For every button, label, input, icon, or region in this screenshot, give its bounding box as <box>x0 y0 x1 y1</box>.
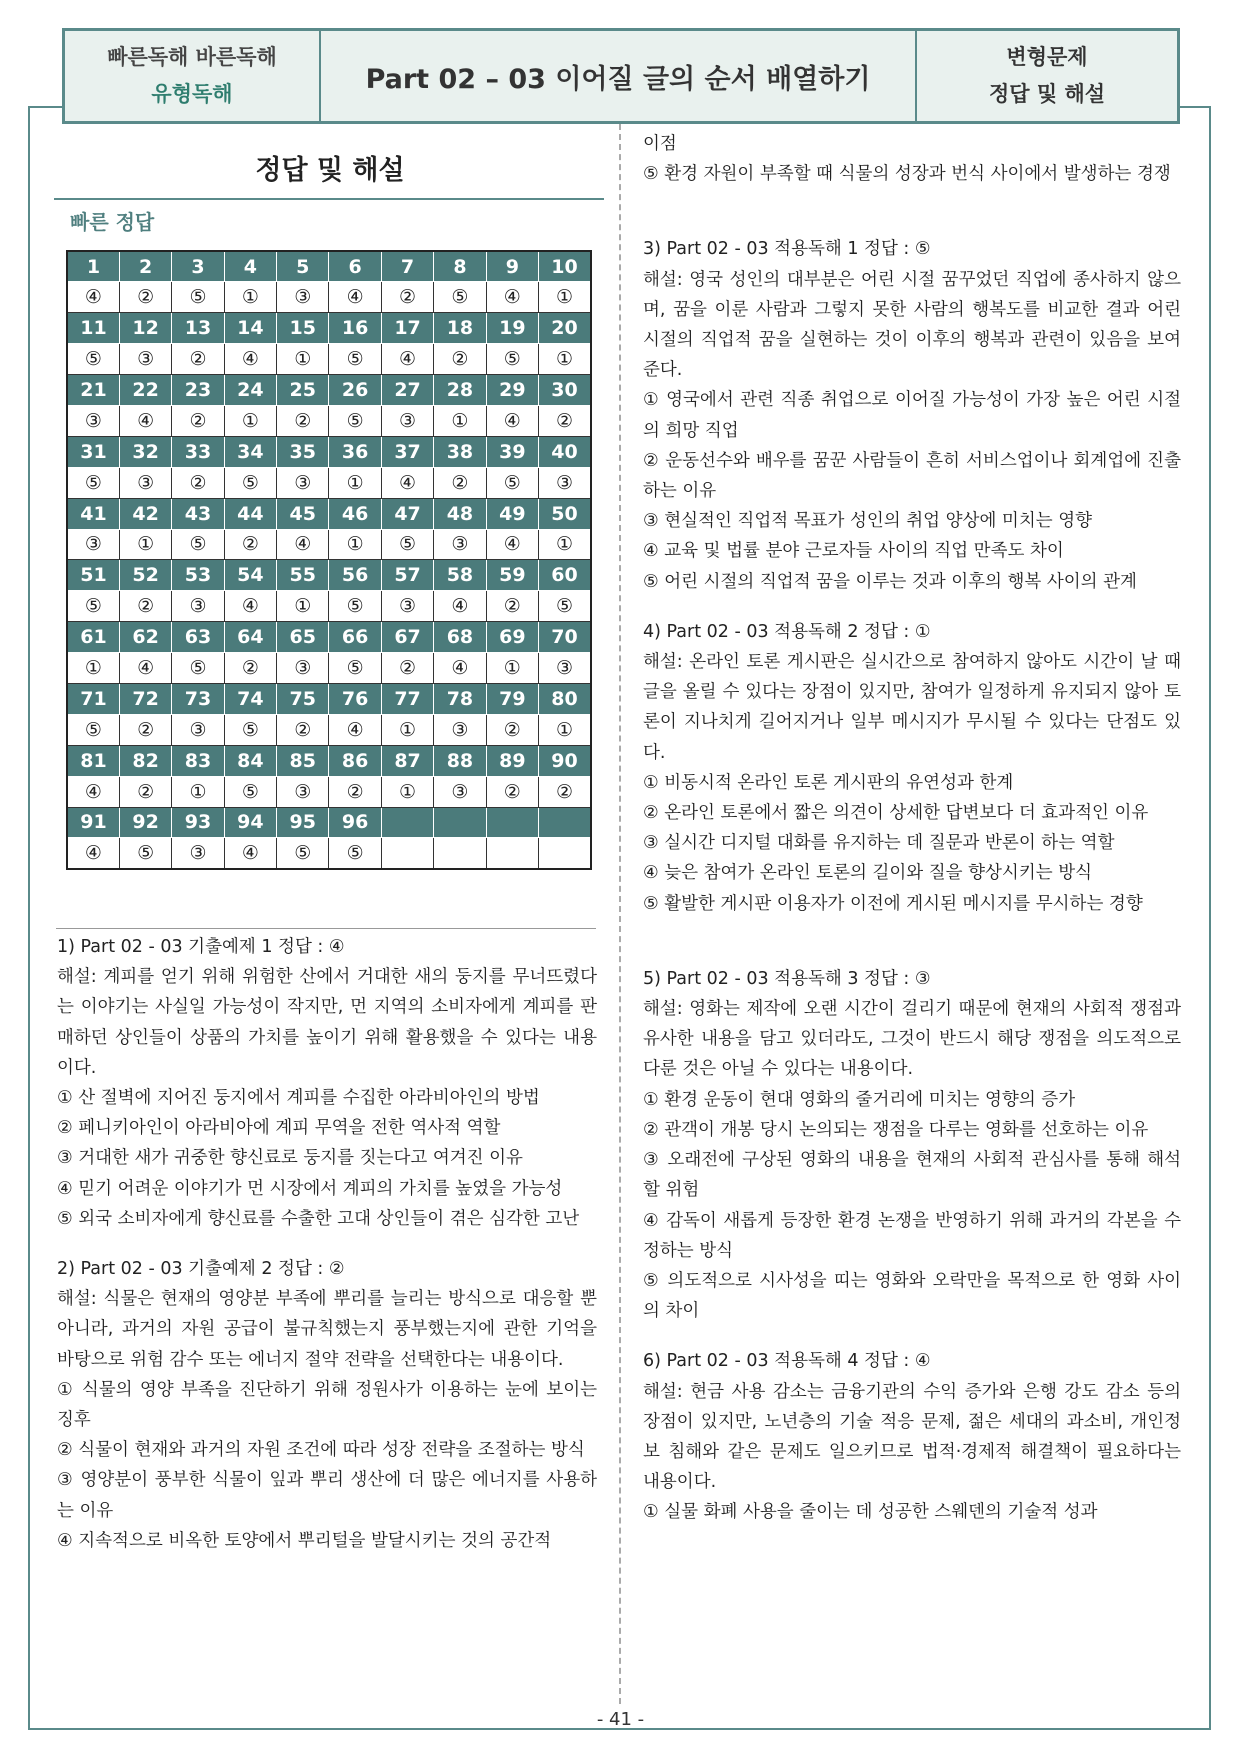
question-number-cell: 20 <box>539 313 591 344</box>
question-number-cell: 58 <box>434 560 486 591</box>
answer-cell: ② <box>119 282 171 313</box>
answer-cell: ② <box>434 344 486 375</box>
question-number-cell <box>434 807 486 838</box>
question-number-cell: 8 <box>434 251 486 282</box>
header-right-line1: 변형문제 <box>1006 45 1088 69</box>
answer-row <box>67 529 591 560</box>
q4-option-3: ③ 실시간 디지털 대화를 유지하는 데 질문과 반론이 하는 역할 <box>643 833 1115 854</box>
answer-cell: ③ <box>539 467 591 498</box>
question-number-cell: 81 <box>67 745 119 776</box>
answer-cell: ⑤ <box>67 344 119 375</box>
answer-cell: ② <box>329 776 381 807</box>
spacer <box>643 597 1181 617</box>
answer-cell: ③ <box>277 467 329 498</box>
left-explanation-column <box>57 932 597 1556</box>
q1-explanation: 해설: 계피를 얻기 위해 위험한 산에서 거대한 새의 둥지를 무너뜨렸다는 이야기는 사실일 가능성이 작지만, 먼 지역의 소비자에게 계피를 판매하던 상인들이 상품의 가치를 높이기 위해 활용했을 수 있다는 내용이다. <box>57 967 597 1078</box>
question-number-cell: 65 <box>277 622 329 653</box>
q4-option-4: ④ 늦은 참여가 온라인 토론의 길이와 질을 향상시키는 방식 <box>643 863 1093 884</box>
question-number-row <box>67 807 591 838</box>
answer-cell: ⑤ <box>224 776 276 807</box>
question-number-cell: 22 <box>119 375 171 406</box>
answer-cell: ④ <box>119 405 171 436</box>
answer-cell: ② <box>224 653 276 684</box>
question-number-cell: 73 <box>172 683 224 714</box>
q1-answer: 1) Part 02 - 03 기출예제 1 정답 : ④ <box>57 937 345 957</box>
answer-cell: ③ <box>172 591 224 622</box>
question-number-cell: 17 <box>381 313 433 344</box>
question-number-cell: 11 <box>67 313 119 344</box>
answer-cell: ③ <box>434 776 486 807</box>
answer-cell: ② <box>381 653 433 684</box>
question-number-cell: 67 <box>381 622 433 653</box>
answer-cell: ④ <box>224 838 276 869</box>
question-number-cell: 15 <box>277 313 329 344</box>
spacer <box>643 189 1181 234</box>
question-number-cell: 95 <box>277 807 329 838</box>
answer-cell: ③ <box>119 344 171 375</box>
answer-cell: ④ <box>329 282 381 313</box>
answer-cell: ④ <box>277 529 329 560</box>
spacer <box>643 1326 1181 1346</box>
answer-cell: ⑤ <box>486 344 538 375</box>
question-number-cell: 89 <box>486 745 538 776</box>
q6-answer: 6) Part 02 - 03 적용독해 4 정답 : ④ <box>643 1351 931 1372</box>
answer-row <box>67 838 591 869</box>
q4-answer: 4) Part 02 - 03 적용독해 2 정답 : ① <box>643 621 931 642</box>
q3-option-2: ② 운동선수와 배우를 꿈꾼 사람들이 흔히 서비스업이나 회계업에 진출하는 이유 <box>643 450 1181 502</box>
answer-cell: ② <box>539 776 591 807</box>
answer-cell: ④ <box>119 653 171 684</box>
question-number-cell: 6 <box>329 251 381 282</box>
answer-cell: ③ <box>434 714 486 745</box>
q2-option-4-cont: 이점 <box>643 134 677 154</box>
question-number-cell: 92 <box>119 807 171 838</box>
question-number-cell: 80 <box>539 683 591 714</box>
q3-option-3: ③ 현실적인 직업적 목표가 성인의 취업 양상에 미치는 영향 <box>643 511 1093 532</box>
answer-cell: ③ <box>67 405 119 436</box>
q2-option-2: ② 식물이 현재와 과거의 자원 조건에 따라 성장 전략을 조절하는 방식 <box>57 1440 585 1461</box>
answer-row <box>67 405 591 436</box>
answer-cell: ④ <box>434 653 486 684</box>
q5-answer: 5) Part 02 - 03 적용독해 3 정답 : ③ <box>643 968 931 989</box>
answer-cell: ① <box>381 776 433 807</box>
question-number-cell: 54 <box>224 560 276 591</box>
answer-cell: ② <box>486 776 538 807</box>
answer-cell: ⑤ <box>277 838 329 869</box>
question-number-cell: 14 <box>224 313 276 344</box>
q6-explanation: 해설: 현금 사용 감소는 금융기관의 수익 증가와 은행 강도 감소 등의 장점이 있지만, 노년층의 기술 적응 문제, 젊은 세대의 과소비, 개인정보 침해와 같은 문제도 일으키므로 법적·경제적 해결책이 필요하다는 내용이다. <box>643 1381 1181 1493</box>
answer-cell: ② <box>486 714 538 745</box>
q1-option-5: ⑤ 외국 소비자에게 향신료를 수출한 고대 상인들이 겪은 심각한 고난 <box>57 1208 580 1229</box>
question-number-row <box>67 560 591 591</box>
question-number-cell: 46 <box>329 498 381 529</box>
question-number-cell: 86 <box>329 745 381 776</box>
question-number-cell: 68 <box>434 622 486 653</box>
question-number-cell: 10 <box>539 251 591 282</box>
question-number-cell: 42 <box>119 498 171 529</box>
question-number-cell: 44 <box>224 498 276 529</box>
answer-cell: ⑤ <box>539 591 591 622</box>
question-number-cell: 3 <box>172 251 224 282</box>
question-number-cell: 53 <box>172 560 224 591</box>
answer-cell: ⑤ <box>329 653 381 684</box>
question-number-cell: 66 <box>329 622 381 653</box>
answer-cell: ② <box>172 467 224 498</box>
answer-cell <box>434 838 486 869</box>
answer-row <box>67 282 591 313</box>
q5-explanation: 해설: 영화는 제작에 오랜 시간이 걸리기 때문에 현재의 사회적 쟁점과 유사한 내용을 담고 있더라도, 그것이 반드시 해당 쟁점을 의도적으로 다룬 것은 아닐 수 있다는 내용이다. <box>643 999 1181 1080</box>
question-number-cell <box>381 807 433 838</box>
answer-cell: ⑤ <box>67 467 119 498</box>
question-number-cell: 16 <box>329 313 381 344</box>
question-number-cell: 43 <box>172 498 224 529</box>
question-number-cell: 78 <box>434 683 486 714</box>
answer-cell: ⑤ <box>486 467 538 498</box>
answer-cell: ⑤ <box>172 653 224 684</box>
q3-explanation: 해설: 영국 성인의 대부분은 어린 시절 꿈꾸었던 직업에 종사하지 않으며, 꿈을 이룬 사람과 그렇지 못한 사람의 행복도를 비교한 결과 어린 시절의 직업적 꿈을 실현하는 것이 이후의 행복과 관련이 있음을 보여 준다. <box>643 269 1181 381</box>
answer-cell: ③ <box>381 591 433 622</box>
question-number-cell: 52 <box>119 560 171 591</box>
question-number-cell: 56 <box>329 560 381 591</box>
question-number-cell: 70 <box>539 622 591 653</box>
question-number-cell: 87 <box>381 745 433 776</box>
answer-table <box>66 250 592 870</box>
question-number-cell: 24 <box>224 375 276 406</box>
question-number-row <box>67 745 591 776</box>
question-number-cell: 34 <box>224 436 276 467</box>
question-number-cell: 75 <box>277 683 329 714</box>
answer-cell: ⑤ <box>329 591 381 622</box>
question-number-cell: 39 <box>486 436 538 467</box>
question-number-cell: 83 <box>172 745 224 776</box>
q5-option-3: ③ 오래전에 구상된 영화의 내용을 현재의 사회적 관심사를 통해 해석할 위험 <box>643 1150 1181 1201</box>
section-title: 정답 및 해설 <box>255 155 405 186</box>
question-number-cell: 23 <box>172 375 224 406</box>
answer-cell: ③ <box>172 838 224 869</box>
answer-cell: ⑤ <box>434 282 486 313</box>
answer-row <box>67 776 591 807</box>
answer-cell: ② <box>119 714 171 745</box>
question-number-cell: 29 <box>486 375 538 406</box>
question-number-cell: 90 <box>539 745 591 776</box>
question-number-cell: 82 <box>119 745 171 776</box>
header-chapter-title: Part 02 – 03 이어질 글의 순서 배열하기 <box>365 63 871 95</box>
question-number-row <box>67 375 591 406</box>
answer-cell: ④ <box>224 344 276 375</box>
answer-cell: ④ <box>486 529 538 560</box>
answer-cell: ① <box>486 653 538 684</box>
question-number-cell: 31 <box>67 436 119 467</box>
q1-option-2: ② 페니키아인이 아라비아에 계피 무역을 전한 역사적 역할 <box>57 1118 501 1139</box>
question-number-cell: 62 <box>119 622 171 653</box>
question-number-cell: 59 <box>486 560 538 591</box>
answer-cell: ① <box>67 653 119 684</box>
question-number-row <box>67 498 591 529</box>
q3-option-1: ① 영국에서 관련 직종 취업으로 이어질 가능성이 가장 높은 어린 시절의 희망 직업 <box>643 390 1181 441</box>
answer-cell: ③ <box>277 776 329 807</box>
question-number-cell: 77 <box>381 683 433 714</box>
question-number-cell: 9 <box>486 251 538 282</box>
answer-cell: ① <box>172 776 224 807</box>
answer-cell: ③ <box>277 653 329 684</box>
spacer <box>643 919 1181 964</box>
q4-explanation: 해설: 온라인 토론 게시판은 실시간으로 참여하지 않아도 시간이 날 때 글을 올릴 수 있다는 장점이 있지만, 참여가 일정하게 유지되지 않아 토론이 지나치게 길어지거나 일부 메시지가 무시될 수 있다는 단점도 있다. <box>643 652 1181 763</box>
question-number-cell: 91 <box>67 807 119 838</box>
answer-cell: ① <box>539 714 591 745</box>
question-number-cell: 60 <box>539 560 591 591</box>
q2-explanation: 해설: 식물은 현재의 영양분 부족에 뿌리를 늘리는 방식으로 대응할 뿐 아니라, 과거의 자원 공급이 불규칙했는지 풍부했는지에 관한 기억을 바탕으로 위험 감수 또는 에너지 절약 전략을 선택한다는 내용이다. <box>57 1289 597 1370</box>
q2-option-5: ⑤ 환경 자원이 부족할 때 식물의 성장과 번식 사이에서 발생하는 경쟁 <box>643 164 1171 185</box>
right-explanation-column <box>643 129 1181 1528</box>
q4-option-2: ② 온라인 토론에서 짧은 의견이 상세한 답변보다 더 효과적인 이유 <box>643 803 1149 824</box>
question-number-cell: 51 <box>67 560 119 591</box>
question-number-cell: 37 <box>381 436 433 467</box>
question-number-cell: 30 <box>539 375 591 406</box>
q2-option-4: ④ 지속적으로 비옥한 토양에서 뿌리털을 발달시키는 것의 공간적 <box>57 1530 552 1551</box>
answer-cell: ② <box>277 714 329 745</box>
question-number-cell: 93 <box>172 807 224 838</box>
page-header <box>62 28 1180 124</box>
answer-cell: ④ <box>224 591 276 622</box>
answer-cell: ⑤ <box>224 467 276 498</box>
answer-cell: ④ <box>67 282 119 313</box>
book-series-label: 빠른독해 바른독해 <box>107 45 277 69</box>
question-number-cell: 4 <box>224 251 276 282</box>
answer-cell: ④ <box>67 838 119 869</box>
question-number-cell: 41 <box>67 498 119 529</box>
column-divider <box>619 124 621 1704</box>
answer-cell: ② <box>277 405 329 436</box>
q5-option-1: ① 환경 운동이 현대 영화의 줄거리에 미치는 영향의 증가 <box>643 1089 1076 1110</box>
answer-cell: ① <box>329 467 381 498</box>
answer-cell: ② <box>119 776 171 807</box>
answer-cell: ⑤ <box>119 838 171 869</box>
answer-cell: ⑤ <box>329 405 381 436</box>
question-number-cell: 18 <box>434 313 486 344</box>
question-number-cell: 85 <box>277 745 329 776</box>
answer-cell: ② <box>172 405 224 436</box>
q2-option-1: ① 식물의 영양 부족을 진단하기 위해 정원사가 이용하는 눈에 보이는 징후 <box>57 1379 597 1431</box>
question-number-cell: 64 <box>224 622 276 653</box>
answer-cell: ⑤ <box>172 282 224 313</box>
question-number-row <box>67 313 591 344</box>
q3-answer: 3) Part 02 - 03 적용독해 1 정답 : ⑤ <box>643 239 931 260</box>
question-number-cell: 32 <box>119 436 171 467</box>
answer-cell: ① <box>224 282 276 313</box>
question-number-cell: 94 <box>224 807 276 838</box>
answer-cell <box>486 838 538 869</box>
question-number-cell: 35 <box>277 436 329 467</box>
question-number-row <box>67 683 591 714</box>
question-number-cell: 27 <box>381 375 433 406</box>
q1-option-4: ④ 믿기 어려운 이야기가 먼 시장에서 계피의 가치를 높였을 가능성 <box>57 1178 563 1199</box>
question-number-cell: 69 <box>486 622 538 653</box>
q3-option-5: ⑤ 어린 시절의 직업적 꿈을 이루는 것과 이후의 행복 사이의 관계 <box>643 571 1137 592</box>
section-rule <box>54 198 604 200</box>
answer-cell: ④ <box>381 344 433 375</box>
question-number-cell: 12 <box>119 313 171 344</box>
question-number-cell: 71 <box>67 683 119 714</box>
answer-cell: ④ <box>486 405 538 436</box>
question-number-cell: 33 <box>172 436 224 467</box>
header-right-line2: 정답 및 해설 <box>988 82 1106 106</box>
answer-cell: ② <box>539 405 591 436</box>
q1-option-3: ③ 거대한 새가 귀중한 향신료로 둥지를 짓는다고 여겨진 이유 <box>57 1148 523 1169</box>
q2-option-3: ③ 영양분이 풍부한 식물이 잎과 뿌리 생산에 더 많은 에너지를 사용하는 이유 <box>57 1470 597 1521</box>
answer-cell: ② <box>381 282 433 313</box>
answer-cell: ⑤ <box>329 344 381 375</box>
answer-cell: ③ <box>381 405 433 436</box>
question-number-cell: 50 <box>539 498 591 529</box>
answer-row <box>67 653 591 684</box>
answer-cell: ④ <box>381 467 433 498</box>
q1-option-1: ① 산 절벽에 지어진 둥지에서 계피를 수집한 아라비아인의 방법 <box>57 1088 540 1109</box>
answer-cell: ④ <box>486 282 538 313</box>
answer-cell: ② <box>172 344 224 375</box>
question-number-row <box>67 622 591 653</box>
question-number-cell: 2 <box>119 251 171 282</box>
question-number-cell: 36 <box>329 436 381 467</box>
question-number-cell: 13 <box>172 313 224 344</box>
question-number-cell: 47 <box>381 498 433 529</box>
answer-cell: ④ <box>434 591 486 622</box>
question-number-cell: 38 <box>434 436 486 467</box>
answer-cell: ⑤ <box>329 838 381 869</box>
q4-option-5: ⑤ 활발한 게시판 이용자가 이전에 게시된 메시지를 무시하는 경향 <box>643 893 1143 914</box>
question-number-row <box>67 251 591 282</box>
answer-cell: ③ <box>277 282 329 313</box>
answer-cell: ② <box>434 467 486 498</box>
question-number-cell: 57 <box>381 560 433 591</box>
question-number-cell: 74 <box>224 683 276 714</box>
question-number-cell: 21 <box>67 375 119 406</box>
answer-row <box>67 344 591 375</box>
answer-cell: ④ <box>329 714 381 745</box>
question-number-cell: 40 <box>539 436 591 467</box>
answer-cell: ① <box>434 405 486 436</box>
answer-cell: ③ <box>172 714 224 745</box>
question-number-row <box>67 436 591 467</box>
spacer <box>57 1234 597 1254</box>
q6-option-1: ① 실물 화폐 사용을 줄이는 데 성공한 스웨덴의 기술적 성과 <box>643 1502 1098 1523</box>
quick-answer-label: 빠른 정답 <box>70 210 155 234</box>
q5-option-2: ② 관객이 개봉 당시 논의되는 쟁점을 다루는 영화를 선호하는 이유 <box>643 1119 1149 1140</box>
page-number: - 41 - <box>596 1709 645 1730</box>
question-number-cell: 55 <box>277 560 329 591</box>
answer-row <box>67 591 591 622</box>
answer-cell: ① <box>277 591 329 622</box>
header-section-label <box>915 31 1177 121</box>
question-number-cell: 25 <box>277 375 329 406</box>
question-number-cell <box>486 807 538 838</box>
answer-cell: ⑤ <box>67 591 119 622</box>
answer-cell: ① <box>539 344 591 375</box>
question-number-cell: 96 <box>329 807 381 838</box>
answer-cell: ① <box>539 529 591 560</box>
q2-answer: 2) Part 02 - 03 기출예제 2 정답 : ② <box>57 1259 345 1280</box>
table-separator <box>56 928 596 929</box>
answer-cell: ③ <box>119 467 171 498</box>
question-number-cell: 19 <box>486 313 538 344</box>
answer-cell <box>539 838 591 869</box>
answer-cell: ③ <box>67 529 119 560</box>
q4-option-1: ① 비동시적 온라인 토론 게시판의 유연성과 한계 <box>643 772 1014 793</box>
answer-cell: ① <box>119 529 171 560</box>
answer-cell <box>381 838 433 869</box>
answer-cell: ③ <box>539 653 591 684</box>
answer-cell: ⑤ <box>172 529 224 560</box>
question-number-cell: 61 <box>67 622 119 653</box>
answer-cell: ② <box>119 591 171 622</box>
answer-cell: ④ <box>67 776 119 807</box>
question-number-cell: 76 <box>329 683 381 714</box>
question-number-cell: 5 <box>277 251 329 282</box>
answer-cell: ② <box>224 529 276 560</box>
question-number-cell: 26 <box>329 375 381 406</box>
answer-cell: ① <box>329 529 381 560</box>
question-number-cell: 72 <box>119 683 171 714</box>
book-type-label: 유형독해 <box>151 82 233 106</box>
answer-row <box>67 714 591 745</box>
answer-cell: ① <box>539 282 591 313</box>
question-number-cell <box>539 807 591 838</box>
question-number-cell: 48 <box>434 498 486 529</box>
answer-row <box>67 467 591 498</box>
answer-cell: ① <box>277 344 329 375</box>
question-number-cell: 84 <box>224 745 276 776</box>
answer-cell: ① <box>381 714 433 745</box>
q5-option-5: ⑤ 의도적으로 시사성을 띠는 영화와 오락만을 목적으로 한 영화 사이의 차이 <box>643 1270 1181 1322</box>
header-book-title <box>65 31 321 121</box>
q3-option-4: ④ 교육 및 법률 분야 근로자들 사이의 직업 만족도 차이 <box>643 541 1064 562</box>
answer-cell: ⑤ <box>67 714 119 745</box>
question-number-cell: 1 <box>67 251 119 282</box>
question-number-cell: 28 <box>434 375 486 406</box>
question-number-cell: 7 <box>381 251 433 282</box>
question-number-cell: 45 <box>277 498 329 529</box>
answer-cell: ⑤ <box>224 714 276 745</box>
answer-cell: ③ <box>434 529 486 560</box>
answer-cell: ② <box>486 591 538 622</box>
question-number-cell: 49 <box>486 498 538 529</box>
question-number-cell: 63 <box>172 622 224 653</box>
question-number-cell: 88 <box>434 745 486 776</box>
answer-cell: ⑤ <box>381 529 433 560</box>
q5-option-4: ④ 감독이 새롭게 등장한 환경 논쟁을 반영하기 위해 과거의 각본을 수정하는 방식 <box>643 1210 1181 1261</box>
answer-cell: ① <box>224 405 276 436</box>
question-number-cell: 79 <box>486 683 538 714</box>
